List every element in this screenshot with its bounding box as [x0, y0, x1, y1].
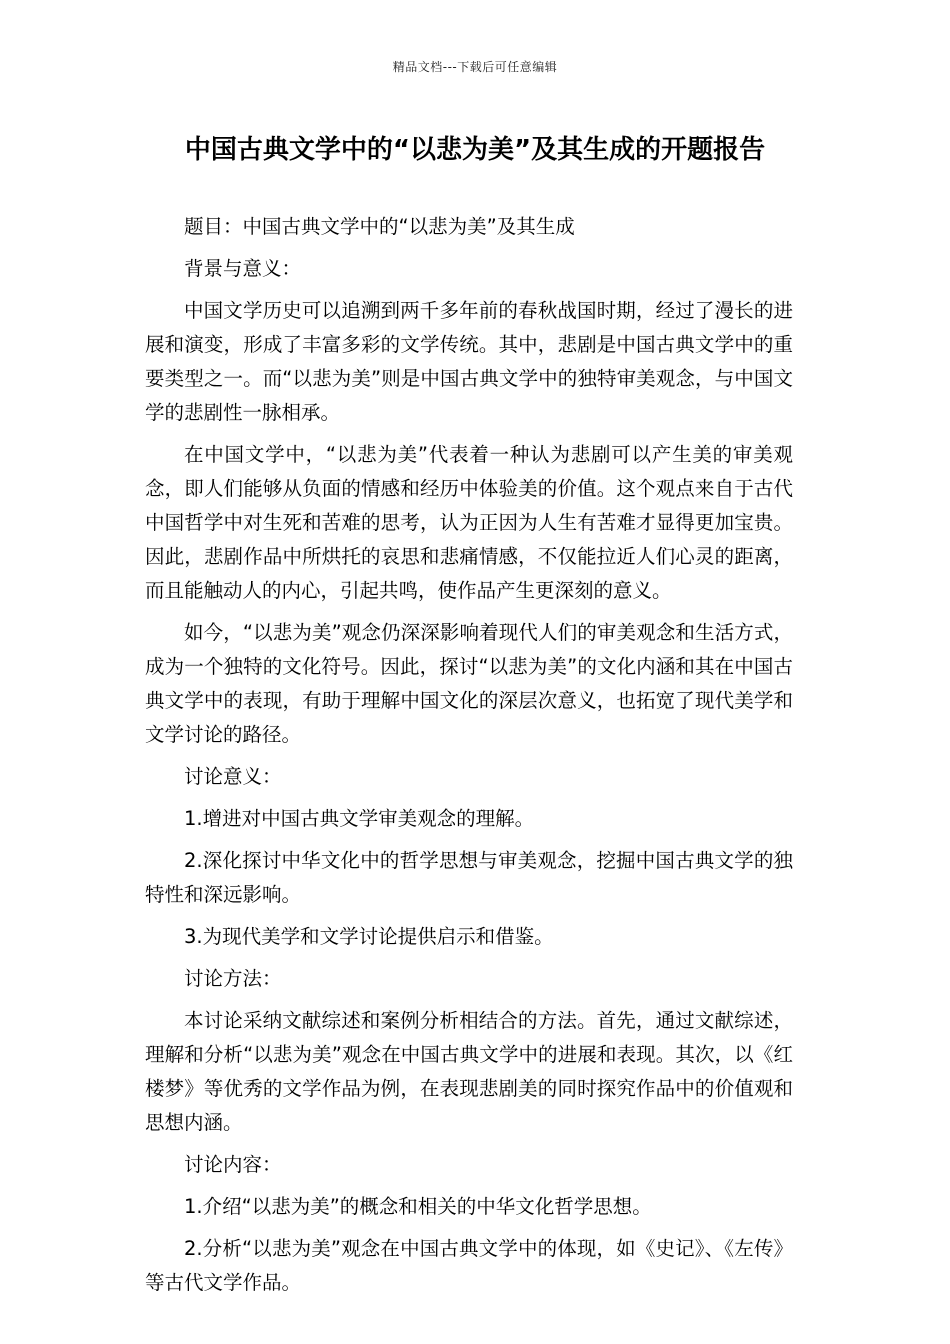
paragraph-significance-1: 1.增进对中国古典文学审美观念的理解。	[184, 807, 535, 830]
document-title: 中国古典文学中的“以悲为美”及其生成的开题报告	[184, 135, 766, 165]
paragraph-background-3: 如今，“以悲为美”观念仍深深影响着现代人们的审美观念和生活方式，成为一个独特的文化符号。因此，探讨“以悲为美”的文化内涵和其在中国古典文学中的表现，有助于理解中国文化的深层次意义，也拓宽了现代美学和文学讨论的路径。	[145, 621, 793, 746]
paragraph-content-2: 2.分析“以悲为美”观念在中国古典文学中的体现，如《史记》、《左传》等古代文学作品。	[145, 1237, 793, 1294]
paragraph-background-1: 中国文学历史可以追溯到两千多年前的春秋战国时期，经过了漫长的进展和演变，形成了丰富多彩的文学传统。其中，悲剧是中国古典文学中的重要类型之一。而“以悲为美”则是中国古典文学中的独特审美观念，与中国文学的悲剧性一脉相承。	[145, 299, 793, 424]
paragraph-content-1: 1.介绍“以悲为美”的概念和相关的中华文化哲学思想。	[184, 1195, 652, 1218]
paragraph-method-heading: 讨论方法：	[184, 967, 282, 990]
paragraph-background-heading: 背景与意义：	[184, 257, 302, 280]
paragraph-significance-heading: 讨论意义：	[184, 765, 282, 788]
paragraph-content-heading: 讨论内容：	[184, 1153, 282, 1176]
paragraph-topic: 题目：中国古典文学中的“以悲为美”及其生成	[184, 215, 575, 238]
paragraph-background-2: 在中国文学中，“以悲为美”代表着一种认为悲剧可以产生美的审美观念，即人们能够从负面的情感和经历中体验美的价值。这个观点来自于古代中国哲学中对生死和苦难的思考，认为正因为人生有苦难才显得更加宝贵。因此，悲剧作品中所烘托的哀思和悲痛情感，不仅能拉近人们心灵的距离，而且能触动人的内心，引起共鸣，使作品产生更深刻的意义。	[145, 443, 793, 602]
paragraph-significance-3: 3.为现代美学和文学讨论提供启示和借鉴。	[184, 925, 554, 948]
header-note: 精品文档---下载后可任意编辑	[392, 60, 558, 74]
paragraph-significance-2: 2.深化探讨中华文化中的哲学思想与审美观念，挖掘中国古典文学的独特性和深远影响。	[145, 849, 793, 906]
document-body	[145, 210, 793, 1308]
paragraph-method: 本讨论采纳文献综述和案例分析相结合的方法。首先，通过文献综述，理解和分析“以悲为美”观念在中国古典文学中的进展和表现。其次，以《红楼梦》等优秀的文学作品为例，在表现悲剧美的同时探究作品中的价值观和思想内涵。	[145, 1009, 793, 1134]
